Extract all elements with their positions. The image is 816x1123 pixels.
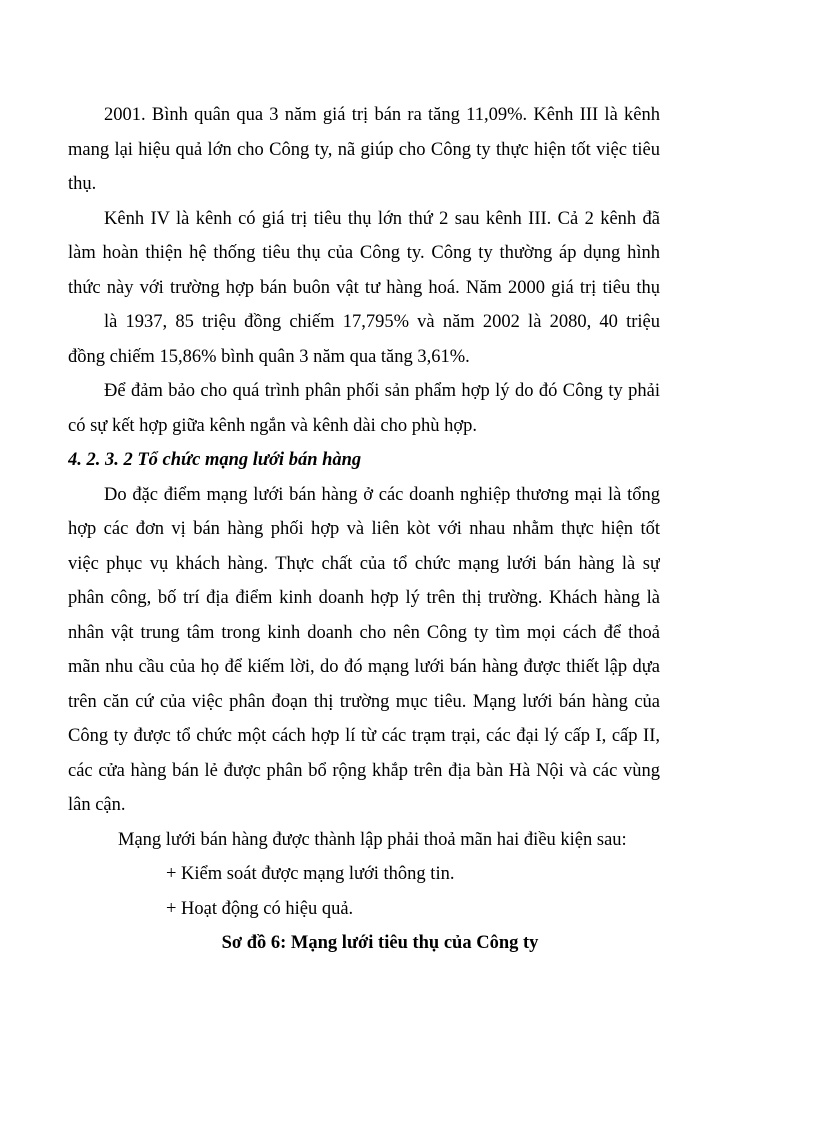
text-line: Để đảm bảo cho quá trình phân phối sản phẩm hợp lý do đó Công ty phải (104, 381, 660, 401)
text-line: Kênh IV là kênh có giá trị tiêu thụ lớn thứ 2 sau kênh III. Cả 2 kênh đã (104, 208, 660, 229)
paragraph-channel-three (68, 98, 660, 202)
text-line: phân công, bố trí địa điểm kinh doanh hợp lý trên thị trường. Khách hàng là (68, 588, 660, 608)
text-line: trên căn cứ của việc phân đoạn thị trường mục tiêu. Mạng lưới bán hàng của (68, 691, 660, 712)
text-line: nhân vật trung tâm trong kinh doanh cho nên Công ty tìm mọi cách để thoả (68, 622, 660, 643)
condition-item: + Kiểm soát được mạng lưới thông tin. (166, 864, 455, 884)
text-line: mãn nhu cầu của họ để kiếm lời, do đó mạng lưới bán hàng được thiết lập dựa (68, 657, 660, 677)
diagram-caption: Sơ đồ 6: Mạng lưới tiêu thụ của Công ty (221, 933, 539, 953)
condition-item: + Hoạt động có hiệu quả. (166, 898, 354, 919)
paragraph-sales-network (68, 478, 660, 823)
text-line: hợp các đơn vị bán hàng phối hợp và liên kòt với nhau nhằm thực hiện tốt (68, 519, 660, 539)
conditions-block (68, 823, 660, 927)
text-line: làm hoàn thiện hệ thống tiêu thụ của Công ty. Công ty thường áp dụng hình (68, 243, 660, 263)
text-line: có sự kết hợp giữa kênh ngắn và kênh dài cho phù hợp. (68, 415, 478, 436)
paragraph-distribution (68, 374, 660, 443)
text-line: lân cận. (68, 795, 126, 815)
text-line: các cửa hàng bán lẻ được phân bổ rộng khắp trên địa bàn Hà Nội và các vùng (68, 760, 660, 781)
text-line: việc phục vụ khách hàng. Thực chất của tổ chức mạng lưới bán hàng là sự (68, 553, 660, 574)
text-line: đồng chiếm 15,86% bình quân 3 năm qua tăng 3,61%. (68, 346, 470, 367)
document-page (68, 98, 660, 961)
text-line: thụ. (68, 174, 97, 194)
text-line: mang lại hiệu quả lớn cho Công ty, nã giúp cho Công ty thực hiện tốt việc tiêu (68, 139, 660, 160)
section-heading: 4. 2. 3. 2 Tổ chức mạng lưới bán hàng (68, 450, 362, 470)
paragraph-channel-four (68, 202, 660, 375)
conditions-intro: Mạng lưới bán hàng được thành lập phải thoả mãn hai điều kiện sau: (118, 829, 627, 850)
text-line: thức này với trường hợp bán buôn vật tư hàng hoá. Năm 2000 giá trị tiêu thụ (68, 277, 660, 298)
text-line: Do đặc điểm mạng lưới bán hàng ở các doanh nghiệp thương mại là tổng (104, 484, 660, 505)
text-line: là 1937, 85 triệu đồng chiếm 17,795% và năm 2002 là 2080, 40 triệu (104, 312, 660, 332)
text-line: 2001. Bình quân qua 3 năm giá trị bán ra tăng 11,09%. Kênh III là kênh (104, 105, 660, 125)
text-line: Công ty được tổ chức một cách hợp lí từ các trạm trại, các đại lý cấp I, cấp II, (68, 726, 660, 746)
